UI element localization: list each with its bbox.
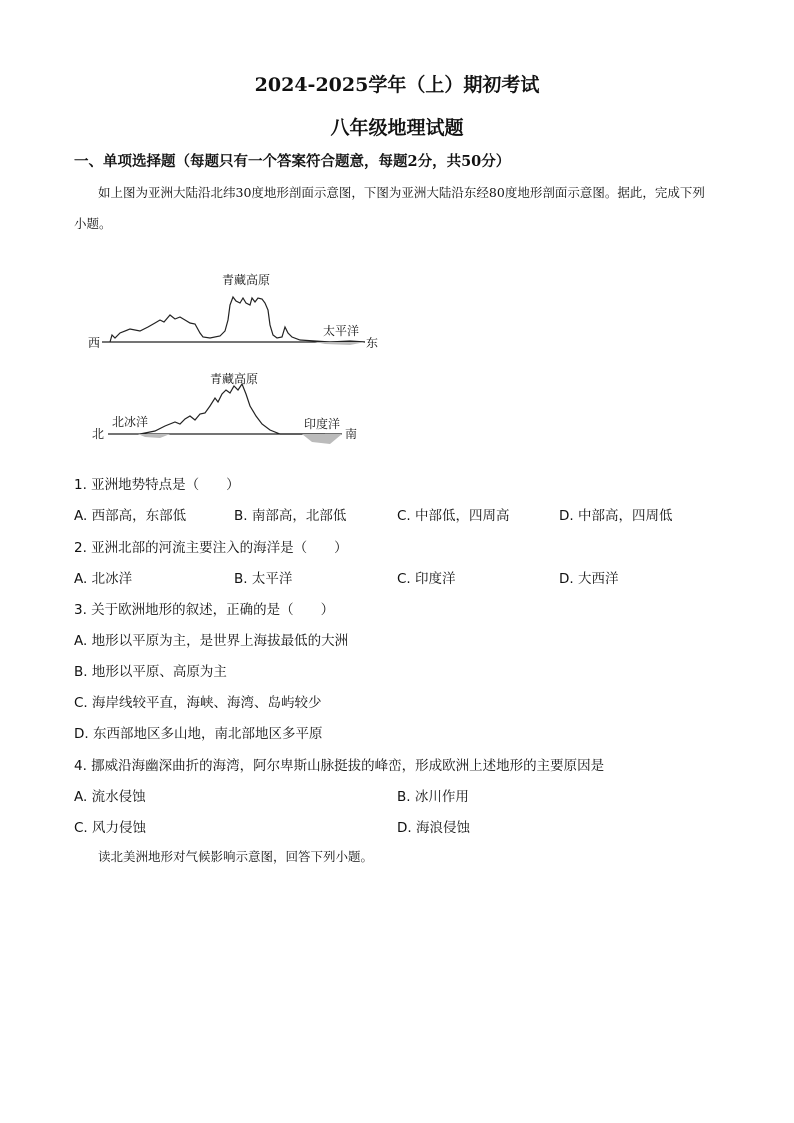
profile-figure-30n [80, 265, 390, 355]
label-south: 南 [345, 427, 358, 441]
q3-option-c[interactable]: C. 海岸线较平直，海峡、海湾、岛屿较少 [74, 695, 322, 711]
label-arctic-ocean: 北冰洋 [112, 415, 149, 429]
label-west: 西 [88, 336, 101, 350]
reading-note: 读北美洲地形对气候影响示意图，回答下列小题。 [98, 849, 374, 864]
question-2-stem: 2. 亚洲北部的河流主要注入的海洋是（ ） [74, 540, 348, 556]
q1-option-c[interactable]: C. 中部低，四周高 [397, 508, 510, 524]
label-tibet-plateau-80e: 青藏高原 [210, 372, 259, 386]
q2-option-d[interactable]: D. 大西洋 [559, 571, 619, 587]
label-indian-ocean: 印度洋 [304, 417, 341, 431]
label-north: 北 [92, 427, 105, 441]
profile-figure-80e [90, 368, 380, 450]
arctic-water-80e [138, 434, 170, 438]
label-pacific: 太平洋 [323, 324, 360, 338]
section-heading: 一、单项选择题（每题只有一个答案符合题意，每题2分，共50分） [74, 153, 511, 170]
q3-option-a[interactable]: A. 地形以平原为主，是世界上海拔最低的大洲 [74, 633, 349, 649]
label-tibet-plateau-30n: 青藏高原 [222, 273, 271, 287]
q3-option-d[interactable]: D. 东西部地区多山地，南北部地区多平原 [74, 726, 323, 742]
indian-water-80e [302, 434, 342, 444]
q4-option-b[interactable]: B. 冰川作用 [397, 789, 469, 805]
question-1-stem: 1. 亚洲地势特点是（ ） [74, 477, 240, 493]
q2-option-b[interactable]: B. 太平洋 [234, 571, 293, 587]
q1-option-d[interactable]: D. 中部高，四周低 [559, 508, 673, 524]
exam-subtitle: 八年级地理试题 [330, 117, 464, 139]
question-4-stem: 4. 挪威沿海幽深曲折的海湾，阿尔卑斯山脉挺拔的峰峦，形成欧洲上述地形的主要原因是 [74, 758, 605, 774]
exam-title: 2024-2025学年（上）期初考试 [254, 74, 540, 96]
q3-option-b[interactable]: B. 地形以平原、高原为主 [74, 664, 227, 680]
q2-option-a[interactable]: A. 北冰洋 [74, 571, 133, 587]
q1-option-a[interactable]: A. 西部高，东部低 [74, 508, 187, 524]
question-3-stem: 3. 关于欧洲地形的叙述，正确的是（ ） [74, 602, 335, 618]
q4-option-d[interactable]: D. 海浪侵蚀 [397, 820, 470, 836]
q4-option-a[interactable]: A. 流水侵蚀 [74, 789, 146, 805]
q1-option-b[interactable]: B. 南部高，北部低 [234, 508, 347, 524]
label-east: 东 [366, 336, 379, 350]
intro-text: 如上图为亚洲大陆沿北纬30度地形剖面示意图，下图为亚洲大陆沿东经80度地形剖面示意图。据此，完成下列小题。 [74, 185, 705, 231]
terrain-line-80e [140, 384, 325, 434]
q2-option-c[interactable]: C. 印度洋 [397, 571, 456, 587]
pacific-water-30n [315, 342, 365, 345]
q4-option-c[interactable]: C. 风力侵蚀 [74, 820, 147, 836]
